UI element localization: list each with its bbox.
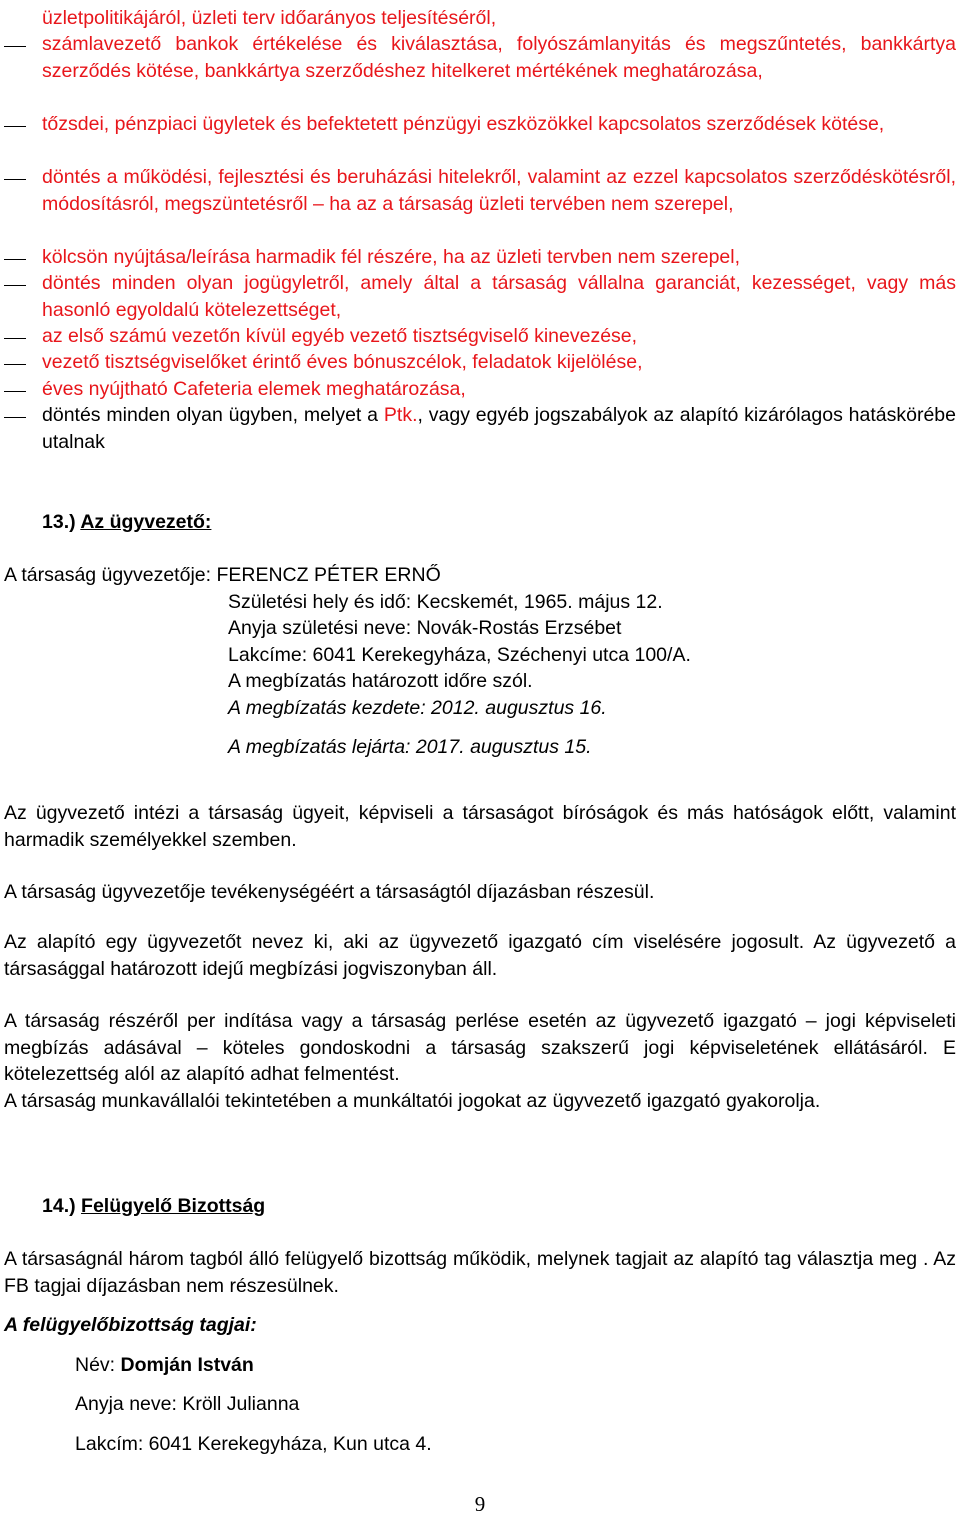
paragraph: A társaság ügyvezetője tevékenységéért a társaságtól díjazásban részesül. <box>4 881 655 903</box>
list-item: számlavezető bankok értékelése és kiválasztása, folyószámlanyitás és megszűntetés, bankkártya szerződés kötése, bankkártya szerződéshez hitelkeret mértékének meghatározása, <box>42 33 956 82</box>
list-item: éves nyújtható Cafeteria elemek meghatározása, <box>42 378 466 400</box>
section-title: Felügyelő Bizottság <box>81 1195 266 1217</box>
dash-bullet <box>4 364 26 365</box>
section-14-heading <box>42 1193 960 1220</box>
dash-bullet <box>4 338 26 339</box>
dash-bullet <box>4 259 26 260</box>
member-name: Domján István <box>120 1354 254 1376</box>
paragraph: A társaság munkavállalói tekintetében a munkáltatói jogokat az ügyvezető igazgató gyakorolja. <box>4 1090 821 1112</box>
paragraph: Az ügyvezető intézi a társaság ügyeit, képviseli a társaságot bíróságok és más hatóságok előtt, valamint harmadik személyekkel szemben. <box>4 802 956 851</box>
dash-bullet <box>4 417 26 418</box>
section-title: Az ügyvezető: <box>80 511 212 533</box>
manager-line: A társaság ügyvezetője: FERENCZ PÉTER ERNŐ <box>4 564 441 586</box>
section-13-heading <box>42 509 960 536</box>
section-number: 14.) <box>42 1195 76 1217</box>
dash-bullet <box>4 46 26 47</box>
list-item: döntés a működési, fejlesztési és beruházási hitelekről, valamint az ezzel kapcsolatos szerződéskötésről, módosításról, megszüntetésről – ha az a társaság üzleti tervében nem szerepel, <box>42 166 956 215</box>
ptk-reference: Ptk. <box>383 404 418 426</box>
list-item: tőzsdei, pénzpiaci ügyletek és befektetett pénzügyi eszközökkel kapcsolatos szerződések kötése, <box>42 113 885 135</box>
manager-birth: Születési hely és idő: Kecskemét, 1965. május 12. <box>228 591 663 613</box>
dash-bullet <box>4 391 26 392</box>
member-mother: Anyja neve: Kröll Julianna <box>75 1393 300 1415</box>
page-number: 9 <box>474 1492 486 1516</box>
list-continuation: üzletpolitikájáról, üzleti terv időarányos teljesítéséről, <box>42 7 497 29</box>
members-heading: A felügyelőbizottság tagjai: <box>4 1314 257 1336</box>
list-item-text: , vagy egyéb jogszabályok az alapító kizárólagos hatáskörébe utalnak <box>42 404 956 453</box>
member-address: Lakcím: 6041 Kerekegyháza, Kun utca 4. <box>75 1433 432 1455</box>
mandate-end: A megbízatás lejárta: 2017. augusztus 15. <box>228 736 592 758</box>
dash-bullet <box>4 126 26 127</box>
list-item: kölcsön nyújtása/leírása harmadik fél részére, ha az üzleti tervben nem szerepel, <box>42 246 741 268</box>
paragraph: Az alapító egy ügyvezetőt nevez ki, aki az ügyvezető igazgató cím viselésére jogosult. Az ügyvezető a társasággal határozott idejű megbízási jogviszonyban áll. <box>4 931 956 980</box>
list-item: az első számú vezetőn kívül egyéb vezető tisztségviselő kinevezése, <box>42 325 638 347</box>
mandate-start: A megbízatás kezdete: 2012. augusztus 16. <box>228 697 607 719</box>
mandate-term: A megbízatás határozott időre szól. <box>228 670 533 692</box>
dash-bullet <box>4 179 26 180</box>
paragraph: A társaságnál három tagból álló felügyelő bizottság működik, melynek tagjait az alapító tag választja meg . Az FB tagjai díjazásban nem részesülnek. <box>4 1248 956 1297</box>
dash-bullet <box>4 285 26 286</box>
manager-address: Lakcíme: 6041 Kerekegyháza, Széchenyi utca 100/A. <box>228 644 691 666</box>
member-name-line <box>75 1352 960 1379</box>
list-item: döntés minden olyan jogügyletről, amely által a társaság vállalna garanciát, kezességet, vagy más hasonló egyoldalú kötelezettséget, <box>42 272 956 321</box>
paragraph: A társaság részéről per indítása vagy a társaság perlése esetén az ügyvezető igazgató – jogi képviseleti megbízás adásával – köteles gondoskodni a társaság szakszerű jogi képviseletének ellátásáról. E kötelezettség alól az alapító adhat felmentést. <box>4 1010 956 1085</box>
list-item: vezető tisztségviselőket érintő éves bónuszcélok, feladatok kijelölése, <box>42 351 643 373</box>
list-item-text: döntés minden olyan ügyben, melyet a <box>42 404 384 426</box>
section-number: 13.) <box>42 511 76 533</box>
manager-mother: Anyja születési neve: Novák-Rostás Erzsébet <box>228 617 622 639</box>
name-label: Név: <box>75 1354 121 1376</box>
list-item-last <box>42 402 956 455</box>
